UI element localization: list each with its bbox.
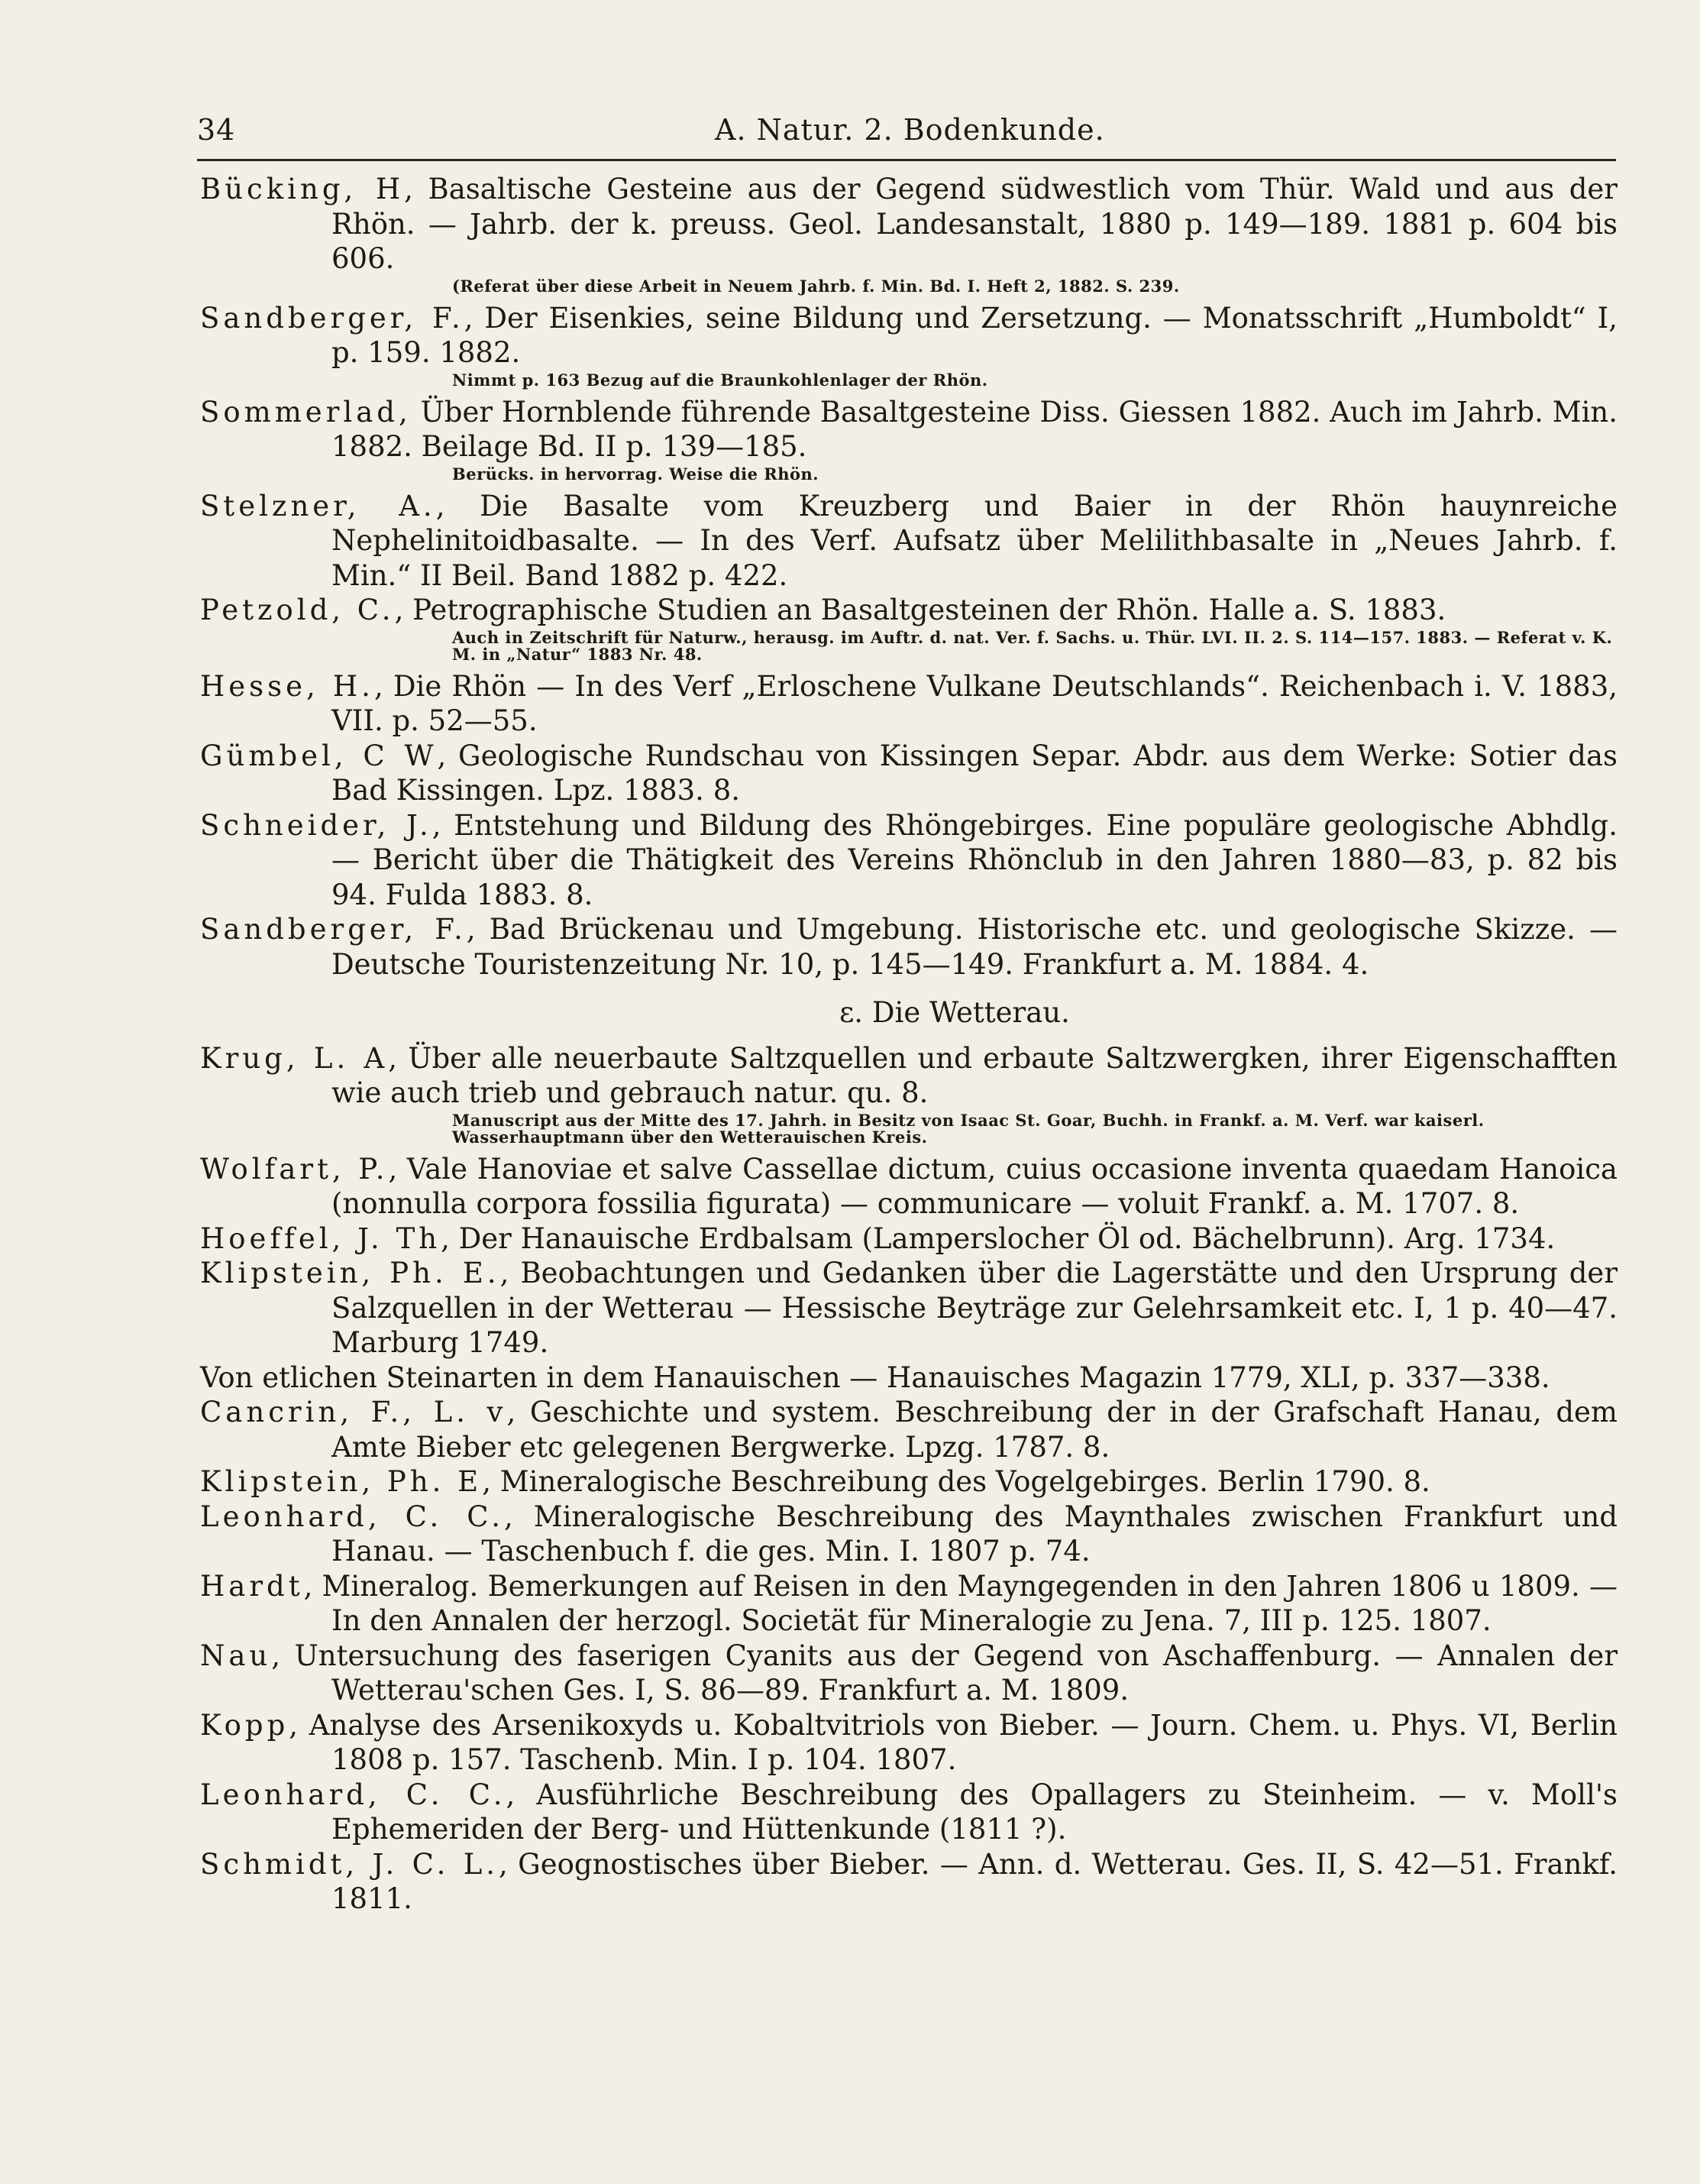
bibliography-entry [200,912,1618,982]
entry-author: Bücking, H [200,173,405,205]
entry-author: Leonhard, C. C. [200,1778,506,1811]
entry-note: Auch in Zeitschrift für Naturw., herausg. im Auftr. d. nat. Ver. f. Sachs. u. Thür. LVI. II. 2. S. 114—157. 1883. — Referat v. K. M. in „Natur“ 1883 Nr. 48. [452,627,1613,664]
entry-author: Kopp [200,1708,289,1742]
entry-text: , Der Hanauische Erdbalsam (Lamperslocher Öl od. Bächelbrunn). Arg. 1734. [441,1221,1556,1255]
bibliography-entry [200,1847,1618,1917]
bibliography-entry [200,1500,1618,1569]
bibliography-entry [200,1152,1618,1221]
entry-author: Leonhard, C. C. [200,1500,505,1533]
entry-text: , Mineralogische Beschreibung des Maynthales zwischen Frankfurt und Hanau. — Taschenbuch f. die ges. Min. I. 1807 p. 74. [331,1500,1618,1568]
entry-author: Hoeffel, J. Th [200,1221,441,1255]
entry-text: , Bad Brückenau und Umgebung. Historische etc. und geologische Skizze. — Deutsche Touristenzeitung Nr. 10, p. 145—149. Frankfurt a. M. 1884. 4. [331,913,1618,981]
entry-text: , Analyse des Arsenikoxyds u. Kobaltvitriols von Bieber. — Journ. Chem. u. Phys. VI, Berlin 1808 p. 157. Taschenb. Min. I p. 104. 1807. [289,1708,1618,1776]
page-header [197,105,1611,151]
entry-author: Hardt [200,1569,304,1603]
entry-text: , Geognostisches über Bieber. — Ann. d. Wetterau. Ges. II, S. 42—51. Frankf. 1811. [331,1847,1618,1915]
bibliography-body [200,172,1618,1917]
entry-author: Schmidt, J. C. L. [200,1847,499,1881]
bibliography-entry [200,1256,1618,1361]
entry-text: , Entstehung und Bildung des Rhöngebirges. Eine populäre geologische Abhdlg. — Bericht über die Thätigkeit des Vereins Rhönclub in den Jahren 1880—83, p. 82 bis 94. Fulda 1883. 8. [331,808,1618,911]
entry-note: Nimmt p. 163 Bezug auf die Braunkohlenlager der Rhön. [452,370,988,390]
bibliography-entry [200,172,1618,277]
bibliography-entry [200,301,1618,370]
bibliography-entry [200,1221,1618,1257]
bibliography-entry [200,669,1618,739]
bibliography-entry [200,489,1618,594]
bibliography-entry [200,1464,1618,1500]
entry-text: , Petrographische Studien an Basaltgesteinen der Rhön. Halle a. S. 1883. [394,594,1446,626]
running-title: A. Natur. 2. Bodenkunde. [715,113,1105,147]
entry-text: Über Hornblende führende Basaltgesteine Diss. Giessen 1882. Auch im Jahrb. Min. 1882. Beilage Bd. II p. 139—185. [331,395,1618,463]
entry-author: Sandberger, F. [200,913,467,946]
entry-text: , Mineralogische Beschreibung des Vogelgebirges. Berlin 1790. 8. [482,1465,1430,1498]
entry-author: Cancrin, F., L. v [200,1396,507,1428]
entry-text: , Beobachtungen und Gedanken über die Lagerstätte und den Ursprung der Salzquellen in der Wetterau — Hessische Beyträge zur Gelehrsamkeit etc. I, 1 p. 40—47. Marburg 1749. [331,1257,1618,1359]
bibliography-entry [200,395,1618,464]
bibliography-entry [200,1778,1618,1847]
bibliography-wetterau [200,1041,1618,1917]
bibliography-entry [200,1361,1618,1396]
entry-author: Klipstein, Ph. E. [200,1257,500,1289]
entry-author: Nau [200,1639,272,1672]
entry-text: , Vale Hanoviae et salve Cassellae dictum, cuius occasione inventa quaedam Hanoica (nonnulla corpora fossilia figurata) — communicare — voluit Frankf. a. M. 1707. 8. [331,1152,1618,1220]
entry-note: (Referat über diese Arbeit in Neuem Jahrb. f. Min. Bd. I. Heft 2, 1882. S. 239. [452,276,1180,296]
bibliography-entry [200,1569,1618,1639]
entry-author: Schneider, J. [200,808,432,842]
bibliography-entry [200,593,1618,628]
entry-text: , Basaltische Gesteine aus der Gegend südwestlich vom Thür. Wald und aus der Rhön. — Jahrb. der k. preuss. Geol. Landesanstalt, 1880 p. 149—189. 1881 p. 604 bis 606. [331,173,1618,275]
bibliography-entry [200,808,1618,913]
entry-author: Sandberger, F. [200,301,464,335]
entry-author: Petzold, C. [200,594,395,626]
bibliography-entry [200,1708,1618,1778]
entry-author: Sommerlad, [200,395,412,429]
entry-text: , Untersuchung des faserigen Cyanits aus der Gegend von Aschaffenburg. — Annalen der Wetterau'schen Ges. I, S. 86—89. Frankfurt a. M. 1809. [271,1639,1618,1707]
entry-text: , Mineralog. Bemerkungen auf Reisen in den Mayngegenden in den Jahren 1806 u 1809. — In den Annalen der herzogl. Societät für Mineralogie zu Jena. 7, III p. 125. 1807. [303,1569,1618,1637]
entry-author: Stelzner, A. [200,489,436,523]
entry-author: Klipstein, Ph. E [200,1465,483,1498]
entry-text: , Über alle neuerbaute Saltzquellen und erbaute Saltzwergken, ihrer Eigenschafften wie auch trieb und gebrauch natur. qu. 8. [331,1041,1618,1109]
entry-text: Von etlichen Steinarten in dem Hanauischen — Hanauisches Magazin 1779, XLI, p. 337—338. [200,1361,1550,1394]
entry-note: Berücks. in hervorrag. Weise die Rhön. [452,464,819,484]
bibliography-entry [200,1639,1618,1708]
entry-text: , Geologische Rundschau von Kissingen Separ. Abdr. aus dem Werke: Sotier das Bad Kissingen. Lpz. 1883. 8. [331,739,1618,807]
entry-text: , Der Eisenkies, seine Bildung und Zersetzung. — Monatsschrift „Humboldt“ I, p. 159. 1882. [331,301,1618,369]
entry-text: , Die Rhön — In des Verf „Erloschene Vulkane Deutschlands“. Reichenbach i. V. 1883, VII. p. 52—55. [331,669,1618,737]
page-number: 34 [197,113,236,147]
bibliography-rhoen [200,172,1618,982]
entry-author: Krug, L. A [200,1041,389,1075]
entry-author: Hesse, H. [200,669,374,703]
header-rule [197,159,1616,161]
bibliography-entry [200,1041,1618,1111]
bibliography-entry [200,1395,1618,1464]
entry-author: Wolfart, P. [200,1152,389,1186]
bibliography-entry [200,739,1618,808]
entry-text: , Ausführliche Beschreibung des Opallagers zu Steinheim. — v. Moll's Ephemeriden der Berg- und Hüttenkunde (1811 ?). [331,1778,1618,1846]
entry-author: Gümbel, C W [200,739,438,772]
entry-text: , Geschichte und system. Beschreibung der in der Grafschaft Hanau, dem Amte Bieber etc gelegenen Bergwerke. Lpzg. 1787. 8. [331,1396,1618,1464]
entry-note: Manuscript aus der Mitte des 17. Jahrh. in Besitz von Isaac St. Goar, Buchh. in Frankf. a. M. Verf. war kaiserl. Wasserhauptmann über den Wetterauischen Kreis. [452,1110,1485,1147]
section-heading: ε. Die Wetterau. [839,996,1070,1029]
entry-text: , Die Basalte vom Kreuzberg und Baier in der Rhön hauynreiche Nephelinitoidbasalte. — In des Verf. Aufsatz über Melilithbasalte in „Neues Jahrb. f. Min.“ II Beil. Band 1882 p. 422. [331,489,1618,592]
